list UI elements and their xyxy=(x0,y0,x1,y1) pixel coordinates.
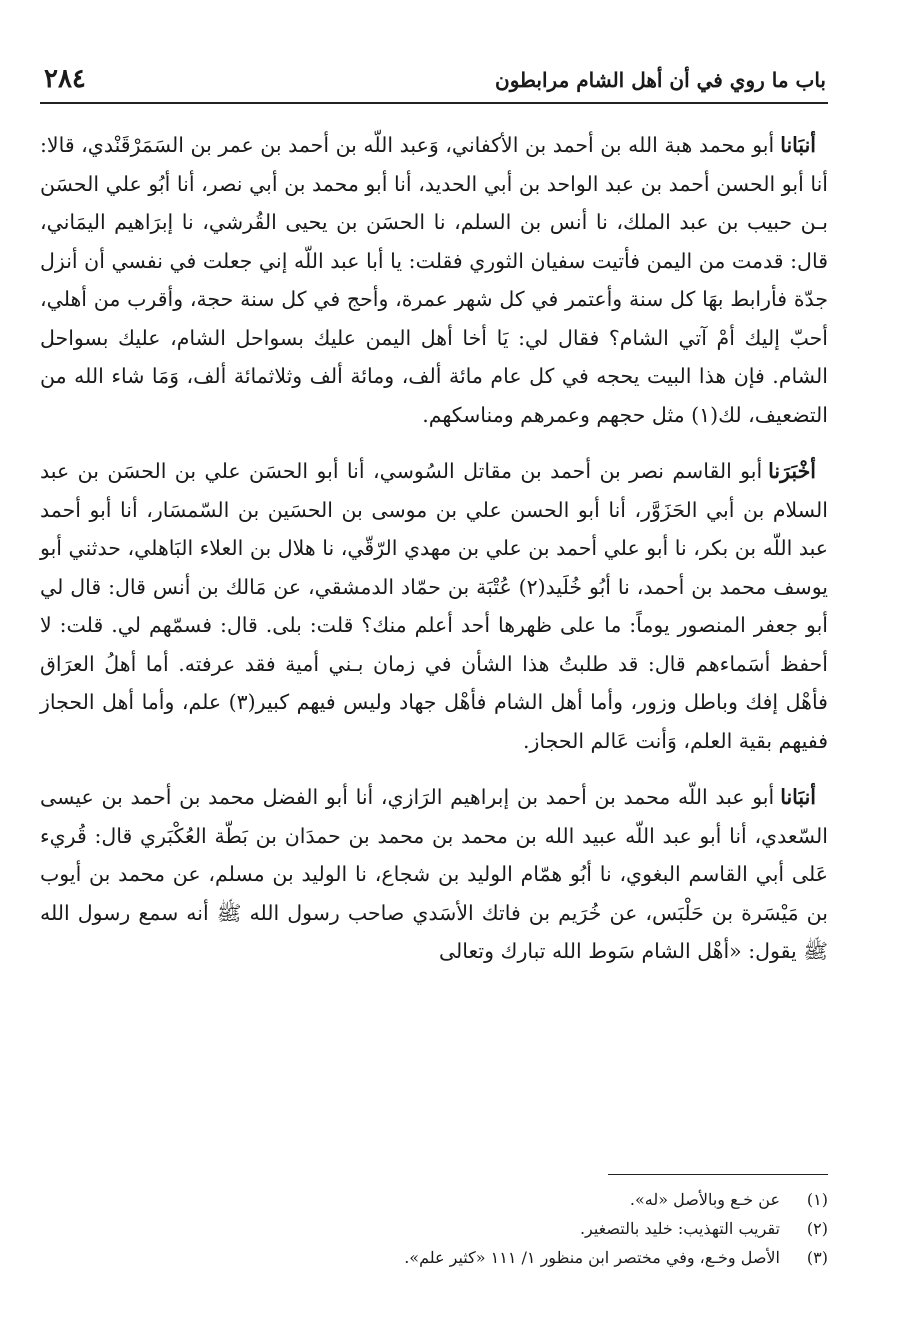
paragraph-lead: أنبَانا xyxy=(780,785,816,809)
footnote-1 xyxy=(40,1185,828,1214)
paragraph-3 xyxy=(40,778,828,971)
footnote-text: الأصل وخـع، وفي مختصر ابن منظور ١/ ١١١ «كثير علم». xyxy=(404,1248,780,1267)
footnote-marker: (٢) xyxy=(806,1219,828,1238)
paragraph-lead: أنبَانا xyxy=(780,133,816,157)
page-header xyxy=(40,58,828,104)
footnote-marker: (١) xyxy=(806,1190,828,1209)
footnote-divider xyxy=(608,1174,828,1175)
page-number: ٢٨٤ xyxy=(44,64,86,94)
running-title: باب ما روي في أن أهل الشام مرابطون xyxy=(495,68,826,92)
footnote-text: تقريب التهذيب: خليد بالتصغير. xyxy=(579,1219,780,1238)
paragraph-2 xyxy=(40,452,828,760)
footnote-3 xyxy=(40,1243,828,1272)
paragraph-text: أبو القاسم نصر بن أحمد بن مقاتل السُوسي، أنا أبو الحسَن علي بن الحسَن بن عبد السلام بن أبي الحَزَوَّر، أنا أبو الحسن علي بن موسى بن الحسَين بن السّمسَار، أنا أبو أحمد عبد اللّه بن بكر، نا أبو علي أحمد بن علي بن مهدي الرّقّي، نا هلال بن العلاء البَاهلي، حدثني أبو يوسف محمد بن أحمد، نا أبُو خُلَيد(٢) عُتْبَة بن حمّاد الدمشقي، عن مَالك بن أنس قال: قال لي أبو جعفر المنصور يوماً: ما على ظهرها أحد أعلم منك؟ قلت: بلى. قال: فسمّهم لي. قلت: لا أحفظ أسَماءهم قال: قد طلبتُ هذا الشأن في زمان بـني أمية فقد عرفته. أما أهلُ العرَاق فأهْل إفك وباطل وزور، وأما أهل الشام فأهْل جهاد وليس فيهم كبير(٣) علم، وأما أهل الحجاز ففيهم بقية العلم، وَأنت عَالم الحجاز. xyxy=(40,459,828,753)
book-page xyxy=(40,58,828,1267)
paragraph-text: أبو عبد اللّه محمد بن أحمد بن إبراهيم الرَازي، أنا أبو الفضل محمد بن أحمد بن عيسى السّعدي، أنا أبو عبد اللّه عبيد الله بن محمد بن محمد بن حمدَان بن بَطّة العُكْبَري قال: قُريء عَلى أبي القاسم البغوي، نا أبُو همّام الوليد بن شجاع، نا الوليد بن مسلم، عن محمد بن أيوب بن مَيْسَرة بن حَلْبَس، عن خُرَيم بن فاتك الأسَدي صاحب رسول الله ﷺ أنه سمع رسول الله ﷺ يقول: «أهْل الشام سَوط الله تبارك وتعالى xyxy=(40,785,828,963)
footnote-2 xyxy=(40,1214,828,1243)
paragraph-lead: أخْبَرَنا xyxy=(768,459,816,483)
main-content xyxy=(40,126,828,971)
paragraph-text: أبو محمد هبة الله بن أحمد بن الأكفاني، وَعبد اللّه بن أحمد بن عمر بن السَمَرْقَنْدي، قالا: أنا أبو الحسن أحمد بن عبد الواحد بن أبي الحديد، أنا أبو محمد بن أبي نصر، أنا أبُو علي الحسَن بـن حبيب بن عبد الملك، نا أنس بن السلم، نا الحسَن بن يحيى القُرشي، نا إبرَاهيم اليمَاني، قال: قدمت من اليمن فأتيت سفيان الثوري فقلت: يا أبا عبد اللّه إني جعلت في نفسي أن أنزل جدّة فأرابط بهَا كل سنة وأعتمر في كل شهر عمرة، وأحج في كل سنة حجة، وأقرب من أهلي، أحبّ إليك أمْ آتي الشام؟ فقال لي: يَا أخا أهل اليمن عليك بسواحل الشام، عليك بسواحل الشام. فإن هذا البيت يحجه في كل عام مائة ألف، ومائة ألف وثلاثمائة ألف، وَمَا شاء الله من التضعيف، لك(١) مثل حجهم وعمرهم ومناسكهم. xyxy=(40,133,828,427)
footnote-text: عن خـع وبالأصل «له». xyxy=(629,1190,780,1209)
paragraph-1 xyxy=(40,126,828,434)
footnote-marker: (٣) xyxy=(806,1248,828,1267)
footnotes xyxy=(40,1174,828,1272)
